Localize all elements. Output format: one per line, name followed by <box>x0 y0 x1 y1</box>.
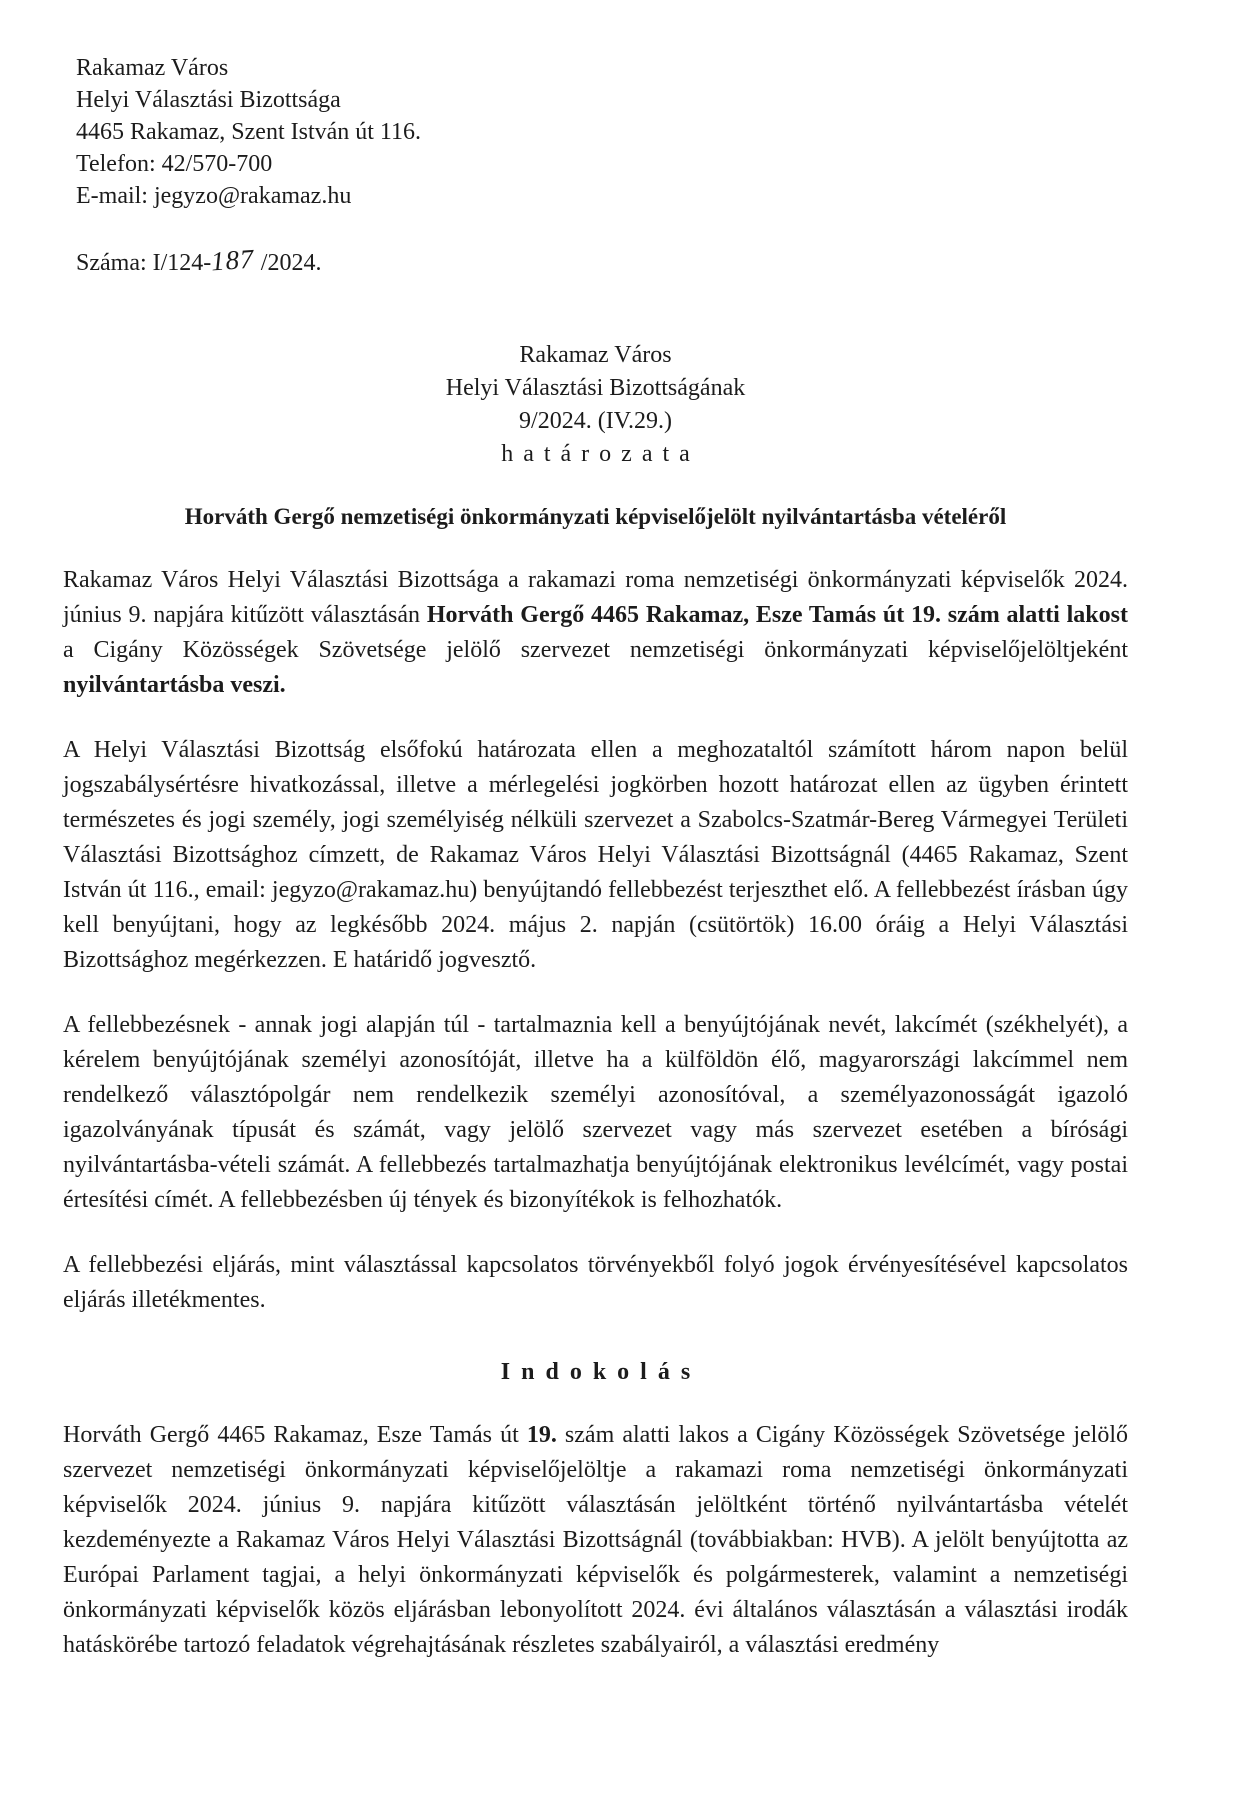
reference-number <box>76 245 1128 279</box>
letterhead-email: E-mail: jegyzo@rakamaz.hu <box>76 183 352 209</box>
decision-number: 9/2024. (IV.29.) <box>519 408 672 434</box>
decision-type: h a t á r o z a t a <box>501 441 690 467</box>
paragraph-appeal-route: A Helyi Választási Bizottság elsőfokú határozata ellen a meghozataltól számított három napon belül jogszabálysértésre hivatkozással, illetve a mérlegelési jogkörben hozott határozat ellen az ügyben érintett természetes és jogi személy, jogi személyiség nélküli szervezet a Szabolcs-Szatmár-Bereg Vármegyei Területi Választási Bizottsághoz címzett, de Rakamaz Város Helyi Választási Bizottságnál (4465 Rakamaz, Szent István út 116., email: jegyzo@rakamaz.hu) benyújtandó fellebbezést terjeszthet elő. A fellebbezést írásban úgy kell benyújtani, hogy az legkésőbb 2024. május 2. napján (csütörtök) 16.00 óráig a Helyi Választási Bizottsághoz megérkezzen. E határidő jogvesztő. <box>63 737 1128 973</box>
decision-org-line1: Rakamaz Város <box>519 342 672 368</box>
paragraph-decision: Rakamaz Város Helyi Választási Bizottsága a rakamazi roma nemzetiségi önkormányzati képviselők 2024. június 9. napjára kitűzött választásán Horváth Gergő 4465 Rakamaz, Esze Tamás út 19. szám alatti lakost a Cigány Közösségek Szövetsége jelölő szervezet nemzetiségi önkormányzati képviselőjelöltjeként nyilvántartásba veszi. <box>63 567 1128 698</box>
handwritten-number: 187 <box>210 243 256 277</box>
reference-prefix: Száma: I/124- <box>76 250 212 276</box>
paragraph-appeal-content: A fellebbezésnek - annak jogi alapján túl - tartalmaznia kell a benyújtójának nevét, lakcímét (székhelyét), a kérelem benyújtójának személyi azonosítóját, illetve ha a külföldön élő, magyarországi lakcímmel nem rendelkező választópolgár nem rendelkezik személyi azonosítóval, a személyazonosságát igazoló igazolványának típusát és számát, vagy jelölő szervezet vagy más szervezet esetében a bírósági nyilvántartásba-vételi számát. A fellebbezés tartalmazhatja benyújtójának elektronikus levélcímét, vagy postai értesítési címét. A fellebbezésben új tények és bizonyítékok is felhozhatók. <box>63 1012 1128 1213</box>
decision-org-line2: Helyi Választási Bizottságának <box>445 375 746 401</box>
letterhead-phone: Telefon: 42/570-700 <box>76 151 273 177</box>
paragraph-justification: Horváth Gergő 4465 Rakamaz, Esze Tamás út 19. szám alatti lakos a Cigány Közösségek Szövetsége jelölő szervezet nemzetiségi önkormányzati képviselőjelöltje a rakamazi roma nemzetiségi önkormányzati képviselők 2024. június 9. napjára kitűzött választásán jelöltként történő nyilvántartásba vételét kezdeményezte a Rakamaz Város Helyi Választási Bizottságnál (továbbiakban: HVB). A jelölt benyújtotta az Európai Parlament tagjai, a helyi önkormányzati képviselők és polgármesterek, valamint a nemzetiségi önkormányzati képviselők közös eljárásban lebonyolított 2024. évi általános választásán a választási irodák hatáskörébe tartozó feladatok végrehajtásának részletes szabályairól, a választási eredmény <box>63 1422 1128 1658</box>
decision-title-block <box>63 339 1128 471</box>
paragraph-fee-exempt: A fellebbezési eljárás, mint választással kapcsolatos törvényekből folyó jogok érvényesítésével kapcsolatos eljárás illetékmentes. <box>63 1252 1128 1313</box>
subject-heading: Horváth Gergő nemzetiségi önkormányzati képviselőjelölt nyilvántartásba vételéről <box>184 504 1007 529</box>
letterhead <box>76 52 1128 212</box>
section-heading-indokolas: I n d o k o l á s <box>500 1359 691 1385</box>
reference-suffix: /2024. <box>254 250 322 276</box>
letterhead-org-name: Rakamaz Város <box>76 55 229 81</box>
letterhead-committee: Helyi Választási Bizottsága <box>76 87 341 113</box>
letterhead-address: 4465 Rakamaz, Szent István út 116. <box>76 119 422 145</box>
